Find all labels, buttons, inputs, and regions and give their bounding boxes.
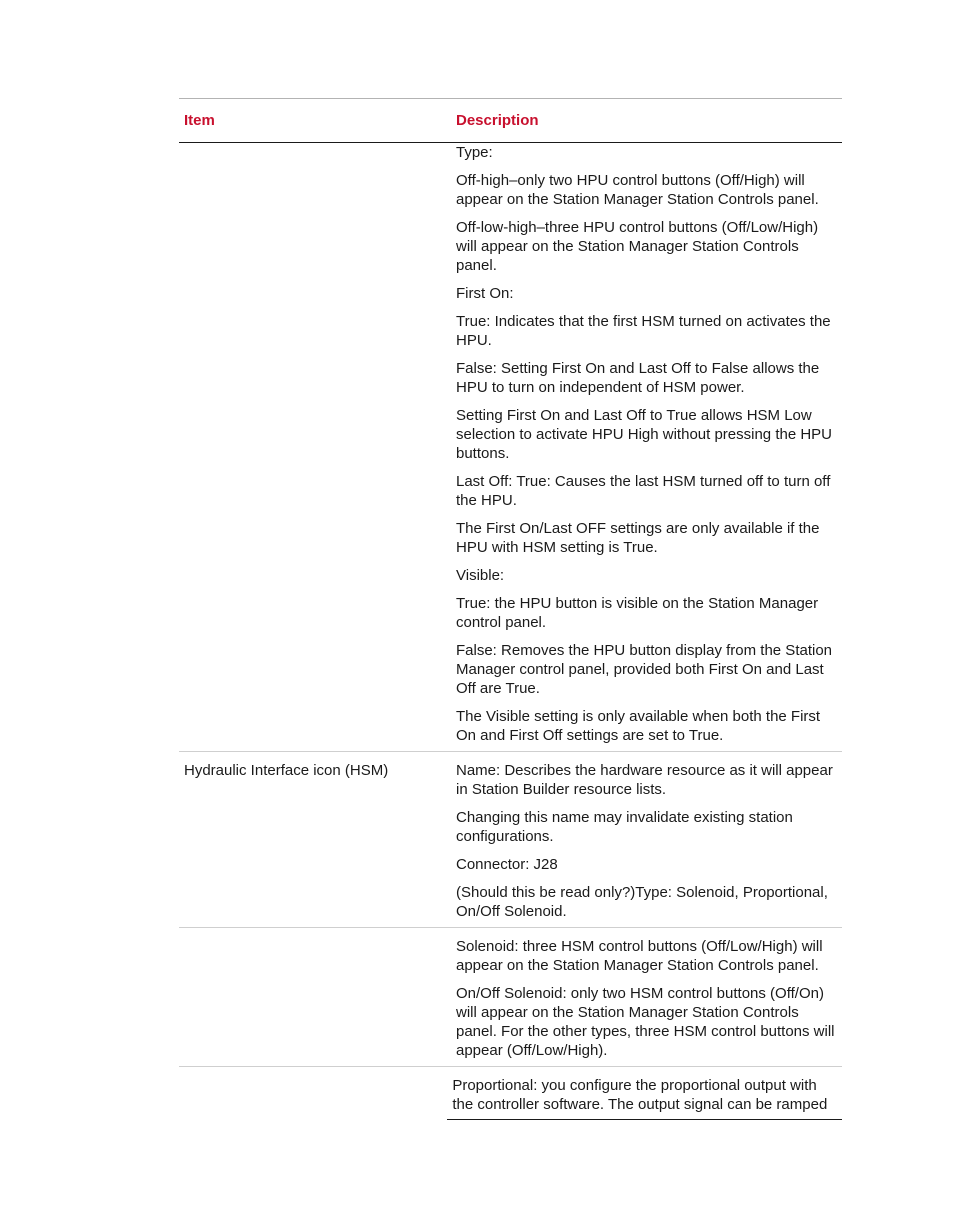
description-paragraph: Proportional: you configure the proportional output with the controller software. The output signal can be ramped <box>452 1077 828 1113</box>
table-row <box>179 1067 842 1120</box>
description-paragraph: False: Removes the HPU button display from the Station Manager control panel, provided both First On and Last Off are True. <box>456 642 833 697</box>
description-cell <box>447 1067 842 1120</box>
description-paragraph: Off-low-high–three HPU control buttons (Off/Low/High) will appear on the Station Manager Station Controls panel. <box>456 219 819 274</box>
table-row <box>179 752 842 928</box>
item-cell: Hydraulic Interface icon (HSM) <box>184 762 389 779</box>
item-column-header: Item <box>184 112 215 129</box>
description-paragraph: The Visible setting is only available when both the First On and First Off settings are set to True. <box>456 708 821 744</box>
description-paragraph: First On: <box>456 285 514 302</box>
description-paragraph: The First On/Last OFF settings are only available if the HPU with HSM setting is True. <box>456 520 820 556</box>
description-paragraph: Off-high–only two HPU control buttons (Off/High) will appear on the Station Manager Station Controls panel. <box>456 172 819 208</box>
description-paragraph: Type: <box>456 144 493 161</box>
table-header <box>179 99 842 143</box>
description-paragraph: Visible: <box>456 567 505 584</box>
description-paragraph: True: Indicates that the first HSM turned on activates the HPU. <box>456 313 831 349</box>
description-cell <box>451 928 842 1066</box>
description-paragraph: On/Off Solenoid: only two HSM control buttons (Off/On) will appear on the Station Manager Station Controls panel. For the other types, three HSM control buttons will appear (Off/Low/High). <box>456 985 835 1059</box>
description-column-header: Description <box>456 112 539 129</box>
table-row <box>179 928 842 1067</box>
description-paragraph: (Should this be read only?)Type: Solenoid, Proportional, On/Off Solenoid. <box>456 884 828 920</box>
description-paragraph: Name: Describes the hardware resource as it will appear in Station Builder resource lists. <box>456 762 833 798</box>
description-paragraph: Connector: J28 <box>456 856 558 873</box>
description-cell <box>451 752 842 927</box>
item-cell <box>179 928 451 1066</box>
description-cell <box>451 143 842 751</box>
table-row <box>179 143 842 752</box>
description-paragraph: Setting First On and Last Off to True allows HSM Low selection to activate HPU High without pressing the HPU buttons. <box>456 407 833 462</box>
description-paragraph: Changing this name may invalidate existing station configurations. <box>456 809 793 845</box>
description-table <box>179 98 842 1120</box>
description-paragraph: False: Setting First On and Last Off to False allows the HPU to turn on independent of HSM power. <box>456 360 820 396</box>
description-paragraph: True: the HPU button is visible on the Station Manager control panel. <box>456 595 819 631</box>
item-cell <box>179 143 451 751</box>
description-paragraph: Solenoid: three HSM control buttons (Off/Low/High) will appear on the Station Manager Station Controls panel. <box>456 938 823 974</box>
item-cell <box>179 1067 447 1120</box>
description-paragraph: Last Off: True: Causes the last HSM turned off to turn off the HPU. <box>456 473 831 509</box>
